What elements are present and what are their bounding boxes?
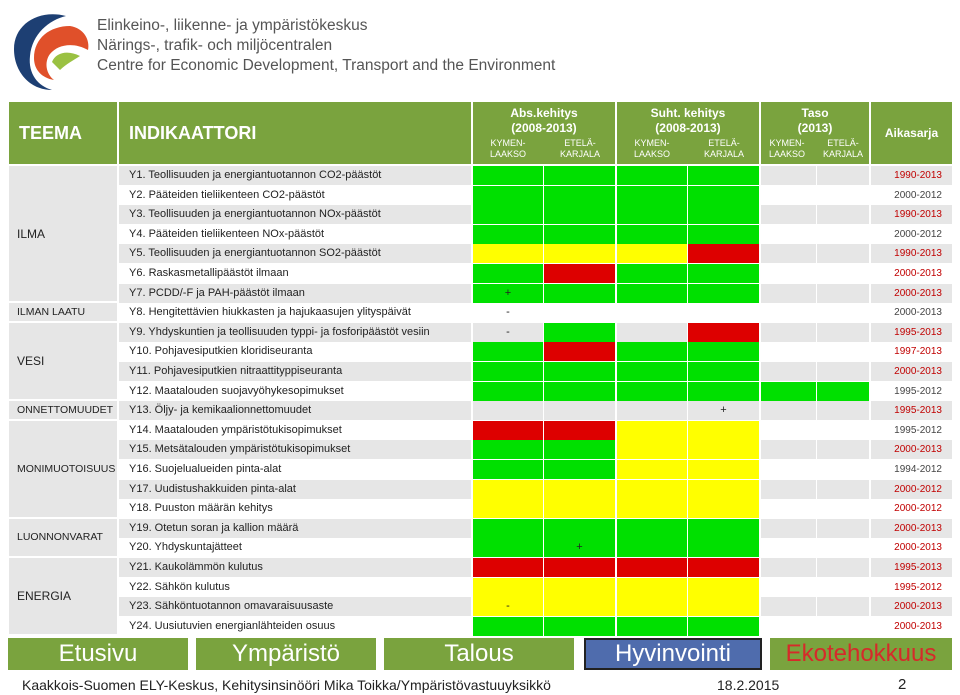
status-cell (473, 421, 543, 440)
table-row (9, 186, 952, 205)
time-series-years: 1990-2013 (871, 244, 952, 263)
time-series-years: 2000-2013 (871, 362, 952, 381)
time-series-years: 2000-2013 (871, 617, 952, 636)
status-cell (544, 401, 615, 420)
table-row (9, 617, 952, 636)
status-cell (473, 480, 543, 499)
table-row (9, 362, 952, 381)
status-cell (688, 519, 759, 538)
table-row (9, 323, 952, 342)
status-cell (617, 401, 687, 420)
status-cell (544, 166, 615, 185)
page-number: 2 (898, 676, 907, 693)
status-cell (761, 342, 816, 361)
status-cell (761, 558, 816, 577)
status-cell (617, 303, 687, 322)
status-cell (617, 362, 687, 381)
status-cell (617, 284, 687, 303)
indicator-label: Y4. Pääteiden tieliikenteen NOx-päästöt (119, 225, 471, 244)
status-cell (817, 460, 869, 479)
status-cell (817, 166, 869, 185)
header-teema: TEEMA (9, 102, 117, 164)
status-cell (688, 440, 759, 459)
table-row (9, 440, 952, 459)
indicator-label: Y20. Yhdyskuntajätteet (119, 538, 471, 557)
indicator-label: Y6. Raskasmetallipäästöt ilmaan (119, 264, 471, 283)
status-cell (617, 264, 687, 283)
status-cell (761, 264, 816, 283)
table-row (9, 244, 952, 263)
indicator-label: Y12. Maatalouden suojavyöhykesopimukset (119, 382, 471, 401)
status-cell (761, 401, 816, 420)
status-cell (761, 244, 816, 263)
status-cell (544, 362, 615, 381)
table-row (9, 597, 952, 616)
status-cell (544, 597, 615, 616)
indicator-label: Y5. Teollisuuden ja energiantuotannon SO2-päästöt (119, 244, 471, 263)
indicator-label: Y15. Metsätalouden ympäristötukisopimukset (119, 440, 471, 459)
status-cell (617, 499, 687, 518)
header-aikasarja: Aikasarja (871, 102, 952, 164)
time-series-years: 2000-2013 (871, 597, 952, 616)
time-series-years: 2000-2012 (871, 225, 952, 244)
table-row (9, 558, 952, 577)
table-row (9, 460, 952, 479)
time-series-years: 1995-2013 (871, 323, 952, 342)
status-cell (688, 264, 759, 283)
status-cell (688, 323, 759, 342)
status-cell (817, 303, 869, 322)
status-cell (817, 244, 869, 263)
indicator-label: Y23. Sähköntuotannon omavaraisuusaste (119, 597, 471, 616)
status-cell (544, 480, 615, 499)
status-cell (817, 225, 869, 244)
nav-button-1[interactable]: Etusivu (8, 638, 188, 670)
time-series-years: 1995-2012 (871, 421, 952, 440)
status-cell (817, 401, 869, 420)
time-series-years: 2000-2013 (871, 303, 952, 322)
status-cell (761, 617, 816, 636)
status-cell (688, 284, 759, 303)
status-cell (617, 538, 687, 557)
status-cell (761, 303, 816, 322)
status-cell (544, 323, 615, 342)
status-cell (688, 205, 759, 224)
status-cell (688, 303, 759, 322)
status-cell (761, 166, 816, 185)
status-cell (473, 519, 543, 538)
status-cell (544, 499, 615, 518)
indicator-label: Y18. Puuston määrän kehitys (119, 499, 471, 518)
status-cell (817, 558, 869, 577)
status-cell (688, 421, 759, 440)
status-cell (761, 480, 816, 499)
status-cell: - (473, 597, 543, 616)
status-cell (617, 480, 687, 499)
time-series-years: 2000-2013 (871, 440, 952, 459)
time-series-years: 2000-2012 (871, 186, 952, 205)
indicator-label: Y22. Sähkön kulutus (119, 578, 471, 597)
footer-text: Kaakkois-Suomen ELY-Keskus, Kehitysinsinööri Mika Toikka/Ympäristövastuuyksikkö (22, 677, 551, 693)
status-cell (761, 225, 816, 244)
status-cell (544, 264, 615, 283)
status-cell (817, 440, 869, 459)
theme-label: LUONNONVARAT (9, 519, 117, 556)
status-cell (617, 421, 687, 440)
organization-name (97, 16, 555, 76)
theme-label: ONNETTOMUUDET (9, 401, 117, 419)
status-cell (761, 538, 816, 557)
status-cell (473, 166, 543, 185)
table-row (9, 480, 952, 499)
status-cell (688, 538, 759, 557)
status-cell (817, 519, 869, 538)
table-row (9, 303, 952, 322)
header-taso: Taso (2013) KYMEN- LAAKSO ETELÄ- KARJALA (761, 102, 869, 164)
indicator-label: Y13. Öljy- ja kemikaalionnettomuudet (119, 401, 471, 420)
status-cell (817, 342, 869, 361)
status-cell (617, 617, 687, 636)
subheader-kymenlaakso: KYMEN- LAAKSO (633, 138, 671, 159)
header-abs-kehitys: Abs.kehitys (2008-2013) KYMEN- LAAKSO ETELÄ- KARJALA (473, 102, 615, 164)
status-cell (544, 303, 615, 322)
status-cell (761, 440, 816, 459)
status-cell (617, 558, 687, 577)
status-cell: + (544, 538, 615, 557)
status-cell (761, 362, 816, 381)
time-series-years: 1995-2013 (871, 401, 952, 420)
status-cell (544, 558, 615, 577)
status-cell: + (473, 284, 543, 303)
status-cell (817, 186, 869, 205)
status-cell (544, 460, 615, 479)
indicator-label: Y2. Pääteiden tieliikenteen CO2-päästöt (119, 186, 471, 205)
status-cell (761, 421, 816, 440)
ely-logo-icon (4, 4, 94, 94)
theme-label: MONIMUOTOISUUS (9, 421, 117, 517)
indicator-label: Y9. Yhdyskuntien ja teollisuuden typpi- ja fosforipäästöt vesiin (119, 323, 471, 342)
footer-date: 18.2.2015 (717, 677, 780, 693)
status-cell (617, 323, 687, 342)
time-series-years: 2000-2013 (871, 538, 952, 557)
indicator-label: Y17. Uudistushakkuiden pinta-alat (119, 480, 471, 499)
header-banner (0, 0, 960, 98)
indicator-label: Y1. Teollisuuden ja energiantuotannon CO2-päästöt (119, 166, 471, 185)
status-cell (817, 578, 869, 597)
status-cell (761, 597, 816, 616)
status-cell (761, 186, 816, 205)
status-cell (688, 558, 759, 577)
nav-button-5[interactable]: Ekotehokkuus (770, 638, 952, 670)
time-series-years: 1997-2013 (871, 342, 952, 361)
status-cell (544, 244, 615, 263)
status-cell (761, 499, 816, 518)
status-cell (817, 284, 869, 303)
status-cell (473, 382, 543, 401)
status-cell (817, 421, 869, 440)
subheader-etela-karjala: ETELÄ- KARJALA (703, 138, 745, 159)
status-cell (617, 205, 687, 224)
indicator-label: Y3. Teollisuuden ja energiantuotannon NOx-päästöt (119, 205, 471, 224)
time-series-years: 1990-2013 (871, 166, 952, 185)
status-cell (688, 617, 759, 636)
status-cell (544, 284, 615, 303)
time-series-years: 2000-2013 (871, 519, 952, 538)
org-name-sv: Närings-, trafik- och miljöcentralen (97, 37, 333, 54)
status-cell (473, 205, 543, 224)
status-cell (688, 186, 759, 205)
status-cell (817, 499, 869, 518)
status-cell (617, 186, 687, 205)
status-cell (544, 578, 615, 597)
status-cell (544, 382, 615, 401)
status-cell (473, 617, 543, 636)
time-series-years: 1990-2013 (871, 205, 952, 224)
status-cell (473, 186, 543, 205)
subheader-etela-karjala: ETELÄ- KARJALA (559, 138, 601, 159)
table-row (9, 284, 952, 303)
status-cell: + (688, 401, 759, 420)
nav-button-2[interactable]: Ympäristö (196, 638, 376, 670)
theme-label: VESI (9, 323, 117, 399)
status-cell (544, 205, 615, 224)
table-row (9, 578, 952, 597)
status-cell (688, 342, 759, 361)
status-cell (617, 244, 687, 263)
status-cell (544, 225, 615, 244)
status-cell (473, 538, 543, 557)
time-series-years: 1994-2012 (871, 460, 952, 479)
time-series-years: 1995-2012 (871, 382, 952, 401)
status-cell (473, 558, 543, 577)
status-cell (617, 460, 687, 479)
time-series-years: 1995-2012 (871, 578, 952, 597)
table-row (9, 421, 952, 440)
status-cell (688, 578, 759, 597)
indicator-label: Y11. Pohjavesiputkien nitraattityppiseuranta (119, 362, 471, 381)
header-indikaattori: INDIKAATTORI (119, 102, 471, 164)
table-row (9, 342, 952, 361)
status-cell: - (473, 303, 543, 322)
status-cell (761, 323, 816, 342)
status-cell (473, 499, 543, 518)
table-row (9, 205, 952, 224)
table-row (9, 225, 952, 244)
status-cell (473, 362, 543, 381)
table-row (9, 519, 952, 538)
status-cell (817, 617, 869, 636)
status-cell (617, 225, 687, 244)
time-series-years: 2000-2013 (871, 264, 952, 283)
status-cell (761, 578, 816, 597)
status-cell (617, 578, 687, 597)
table-row (9, 538, 952, 557)
status-cell (473, 578, 543, 597)
status-cell (473, 264, 543, 283)
table-row (9, 401, 952, 420)
indicator-label: Y14. Maatalouden ympäristötukisopimukset (119, 421, 471, 440)
time-series-years: 2000-2012 (871, 480, 952, 499)
indicator-label: Y7. PCDD/-F ja PAH-päästöt ilmaan (119, 284, 471, 303)
status-cell (473, 244, 543, 263)
status-cell (544, 440, 615, 459)
indicator-label: Y24. Uusiutuvien energianlähteiden osuus (119, 617, 471, 636)
status-cell (817, 597, 869, 616)
nav-button-4[interactable]: Hyvinvointi (584, 638, 762, 670)
header-suht-kehitys: Suht. kehitys (2008-2013) KYMEN- LAAKSO ETELÄ- KARJALA (617, 102, 759, 164)
status-cell (817, 382, 869, 401)
status-cell (688, 382, 759, 401)
nav-button-3[interactable]: Talous (384, 638, 574, 670)
status-cell: - (473, 323, 543, 342)
status-cell (761, 284, 816, 303)
indicator-label: Y19. Otetun soran ja kallion määrä (119, 519, 471, 538)
status-cell (688, 244, 759, 263)
time-series-years: 2000-2013 (871, 284, 952, 303)
status-cell (688, 362, 759, 381)
table-row (9, 382, 952, 401)
status-cell (617, 519, 687, 538)
status-cell (688, 480, 759, 499)
status-cell (617, 342, 687, 361)
status-cell (544, 617, 615, 636)
status-cell (688, 597, 759, 616)
indicator-label: Y21. Kaukolämmön kulutus (119, 558, 471, 577)
theme-label: ILMAN LAATU (9, 303, 117, 321)
time-series-years: 1995-2013 (871, 558, 952, 577)
org-name-en: Centre for Economic Development, Transport and the Environment (97, 57, 556, 74)
status-cell (473, 225, 543, 244)
status-cell (761, 205, 816, 224)
status-cell (817, 362, 869, 381)
status-cell (544, 186, 615, 205)
status-cell (544, 342, 615, 361)
status-cell (544, 421, 615, 440)
status-cell (473, 342, 543, 361)
table-row (9, 499, 952, 518)
status-cell (688, 460, 759, 479)
status-cell (473, 401, 543, 420)
status-cell (817, 323, 869, 342)
status-cell (761, 460, 816, 479)
status-cell (544, 519, 615, 538)
status-cell (688, 225, 759, 244)
status-cell (617, 597, 687, 616)
subheader-etela-karjala: ETELÄ- KARJALA (822, 138, 864, 159)
indicator-label: Y10. Pohjavesiputkien kloridiseuranta (119, 342, 471, 361)
status-cell (617, 440, 687, 459)
status-cell (761, 519, 816, 538)
org-name-fi: Elinkeino-, liikenne- ja ympäristökeskus (97, 17, 368, 34)
status-cell (688, 499, 759, 518)
subheader-kymenlaakso: KYMEN- LAAKSO (768, 138, 806, 159)
status-cell (617, 382, 687, 401)
status-cell (817, 264, 869, 283)
status-cell (817, 538, 869, 557)
theme-label: ENERGIA (9, 558, 117, 634)
theme-label: ILMA (9, 166, 117, 301)
time-series-years: 2000-2012 (871, 499, 952, 518)
status-cell (617, 166, 687, 185)
table-row (9, 166, 952, 185)
subheader-kymenlaakso: KYMEN- LAAKSO (489, 138, 527, 159)
status-cell (817, 480, 869, 499)
status-cell (473, 440, 543, 459)
status-cell (688, 166, 759, 185)
indicator-label: Y8. Hengitettävien hiukkasten ja hajukaasujen ylityspäivät (119, 303, 471, 322)
status-cell (761, 382, 816, 401)
status-cell (473, 460, 543, 479)
indicator-label: Y16. Suojelualueiden pinta-alat (119, 460, 471, 479)
status-cell (817, 205, 869, 224)
table-row (9, 264, 952, 283)
